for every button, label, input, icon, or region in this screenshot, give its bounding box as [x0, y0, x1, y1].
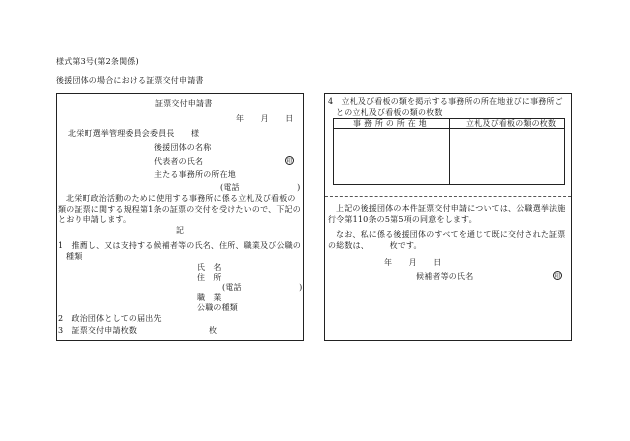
representative-label: 代表者の氏名: [154, 157, 204, 166]
candidate-office-type-label: 公職の種類: [197, 303, 238, 312]
application-date: 年 月 日: [236, 114, 294, 123]
form-number: 様式第3号(第2条関係): [56, 57, 139, 66]
consent-date: 年 月 日: [384, 258, 442, 267]
form-title: 後援団体の場合における証票交付申請書: [56, 76, 204, 85]
office-table-header-location: 事 務 所 の 所 在 地: [353, 119, 427, 128]
org-name-label: 後援団体の名称: [154, 143, 212, 152]
candidate-phone-label: (電話 ): [222, 283, 303, 292]
phone-label: (電話 ): [220, 183, 301, 192]
item-4-text: 4 立札及び看板の類を掲示する事務所の所在地並びに事務所ごとの立札及び看板の類の枚数: [328, 97, 563, 117]
ki-label: 記: [176, 226, 185, 235]
section-separator: [325, 196, 571, 197]
item-3-unit: 枚: [209, 326, 218, 335]
application-title: 証票交付申請書: [155, 99, 213, 108]
consent-text: 上記の後援団体の本件証票交付申請については、公職選挙法施行令第110条の5第5項の同意をします。: [328, 204, 566, 224]
office-table-column-divider: [449, 118, 450, 185]
candidate-address-label: 住 所: [197, 273, 222, 282]
item-3-text: 3 証票交付申請枚数: [58, 326, 138, 335]
item-2-text: 2 政治団体としての届出先: [58, 314, 162, 323]
candidate-occupation-label: 職 業: [197, 293, 222, 302]
candidate-name-label: 氏 名: [197, 263, 222, 272]
item-1-text: 1 推薦し、又は支持する候補者等の氏名、住所、職業及び公職の種類: [58, 241, 302, 261]
seal-icon: 印: [554, 273, 561, 280]
office-table-header-count: 立札及び看板の類の枚数: [466, 119, 557, 128]
candidate-signature-label: 候補者等の氏名: [416, 272, 474, 281]
office-address-label: 主たる事務所の所在地: [154, 170, 236, 179]
total-certificates-text: なお、私に係る後援団体のすべてを通じて既に交付された証票の総数は、 枚です。: [328, 230, 566, 250]
seal-icon: 印: [286, 158, 293, 165]
application-body-text: 北栄町政治活動のために使用する事務所に係る立札及び看板の類の証票に関する規程第1条の証票の交付を受けたいので、下記のとおり申請します。: [58, 194, 301, 224]
addressee: 北栄町選挙管理委員会委員長 様: [68, 129, 200, 138]
